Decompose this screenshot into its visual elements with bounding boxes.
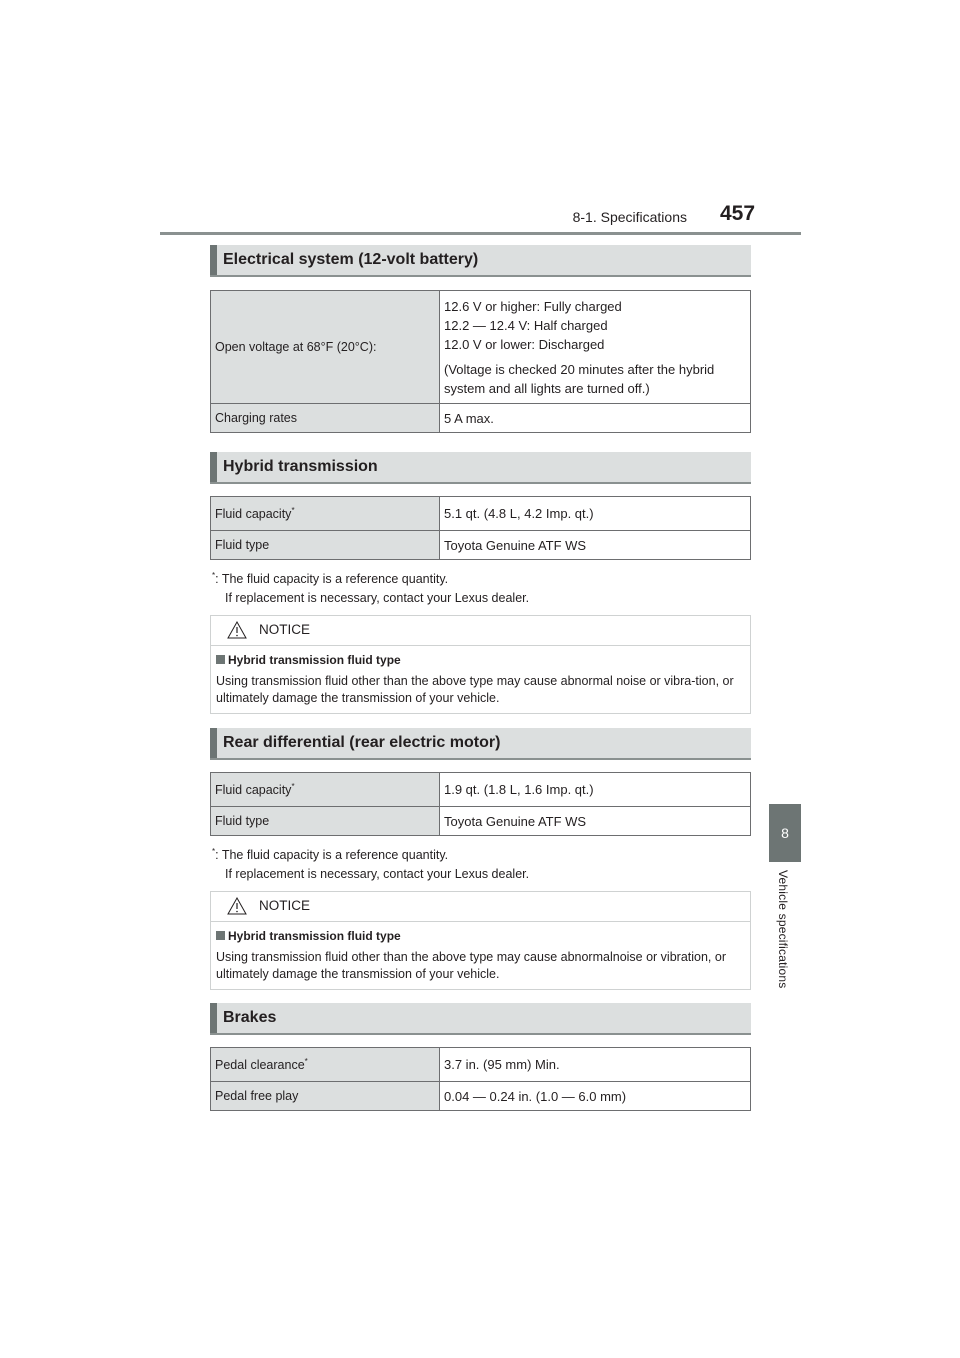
fluid-type-value: Toyota Genuine ATF WS — [440, 807, 751, 836]
section-heading-hybrid — [210, 452, 751, 484]
footnote-text: : The fluid capacity is a reference quantity. — [215, 848, 449, 863]
footnote-text: : The fluid capacity is a reference quantity. — [215, 572, 449, 587]
square-bullet-icon — [216, 931, 225, 940]
notice-body — [211, 922, 750, 989]
notice-header — [211, 892, 750, 922]
charging-value: 5 A max. — [440, 404, 751, 433]
footnote-mark: * — [291, 505, 295, 515]
footnote-hybrid — [212, 566, 529, 608]
open-voltage-label: Open voltage at 68°F (20°C): — [211, 291, 440, 404]
heading-bar — [210, 245, 217, 275]
pedal-free-play-value: 0.04 — 0.24 in. (1.0 — 6.0 mm) — [440, 1082, 751, 1111]
section-heading-electrical — [210, 245, 751, 277]
heading-text: Rear differential (rear electric motor) — [223, 734, 501, 751]
heading-text: Electrical system (12-volt battery) — [223, 251, 479, 268]
heading-text: Brakes — [223, 1009, 277, 1026]
fluid-type-label: Fluid type — [211, 807, 440, 836]
footnote-mark: * — [304, 1056, 308, 1066]
hybrid-table — [210, 496, 751, 560]
pedal-clearance-value: 3.7 in. (95 mm) Min. — [440, 1048, 751, 1082]
table-row — [211, 773, 751, 807]
notice-body — [211, 646, 750, 713]
heading-bar — [210, 452, 217, 482]
voltage-line: 12.6 V or higher: Fully charged — [444, 298, 622, 314]
heading-text: Hybrid transmission — [223, 458, 378, 475]
footnote-mark: * — [291, 781, 295, 791]
table-row — [211, 807, 751, 836]
notice-subtitle-text: Hybrid transmission fluid type — [228, 653, 401, 667]
section-title: 8-1. Specifications — [572, 209, 687, 225]
voltage-line: 12.0 V or lower: Discharged — [444, 336, 605, 352]
heading-bar — [210, 728, 217, 758]
header-divider — [160, 232, 801, 235]
fluid-type-label: Fluid type — [211, 531, 440, 560]
page-number: 457 — [720, 202, 756, 225]
notice-text: Using transmission fluid other than the above type may cause abnormalnoise or vibration, or ultimately damage the transmission of your vehicle. — [216, 950, 726, 981]
pedal-free-play-label: Pedal free play — [211, 1082, 440, 1111]
notice-text: Using transmission fluid other than the above type may cause abnormal noise or vibra-tion, or ultimately damage the transmission of your vehicle. — [216, 674, 734, 705]
row-label: Fluid capacity — [215, 783, 292, 798]
open-voltage-value — [440, 291, 751, 404]
voltage-note: (Voltage is checked 20 minutes after the hybrid system and all lights are turned off.) — [444, 361, 715, 396]
table-row — [211, 531, 751, 560]
row-label: Pedal clearance — [215, 1058, 305, 1073]
pedal-clearance-label — [211, 1048, 440, 1082]
fluid-capacity-label — [211, 773, 440, 807]
voltage-line: 12.2 — 12.4 V: Half charged — [444, 317, 608, 333]
warning-icon — [227, 621, 247, 639]
table-row — [211, 291, 751, 404]
heading-bar — [210, 1003, 217, 1033]
footnote-text: If replacement is necessary, contact your Lexus dealer. — [225, 591, 530, 606]
section-heading-rear — [210, 728, 751, 760]
brakes-table — [210, 1047, 751, 1111]
fluid-capacity-value: 1.9 qt. (1.8 L, 1.6 Imp. qt.) — [440, 773, 751, 807]
rear-table — [210, 772, 751, 836]
footnote-mark: * — [212, 571, 216, 580]
warning-icon — [227, 897, 247, 915]
notice-subtitle — [216, 652, 745, 669]
notice-title: NOTICE — [259, 898, 311, 913]
square-bullet-icon — [216, 655, 225, 664]
chapter-tab[interactable] — [769, 804, 801, 862]
notice-subtitle — [216, 928, 745, 945]
charging-label: Charging rates — [211, 404, 440, 433]
electrical-table — [210, 290, 751, 433]
fluid-type-value: Toyota Genuine ATF WS — [440, 531, 751, 560]
footnote-mark: * — [212, 847, 216, 856]
chapter-label: Vehicle specifications — [776, 870, 790, 989]
chapter-number: 8 — [781, 825, 789, 841]
fluid-capacity-value: 5.1 qt. (4.8 L, 4.2 Imp. qt.) — [440, 497, 751, 531]
notice-box — [210, 891, 751, 990]
notice-title: NOTICE — [259, 622, 311, 637]
table-row — [211, 497, 751, 531]
section-heading-brakes — [210, 1003, 751, 1035]
notice-subtitle-text: Hybrid transmission fluid type — [228, 929, 401, 943]
notice-box — [210, 615, 751, 714]
table-row — [211, 1082, 751, 1111]
table-row — [211, 1048, 751, 1082]
footnote-text: If replacement is necessary, contact your Lexus dealer. — [225, 867, 530, 882]
row-label: Fluid capacity — [215, 507, 292, 522]
table-row — [211, 404, 751, 433]
footnote-rear — [212, 842, 529, 884]
notice-header — [211, 616, 750, 646]
fluid-capacity-label — [211, 497, 440, 531]
